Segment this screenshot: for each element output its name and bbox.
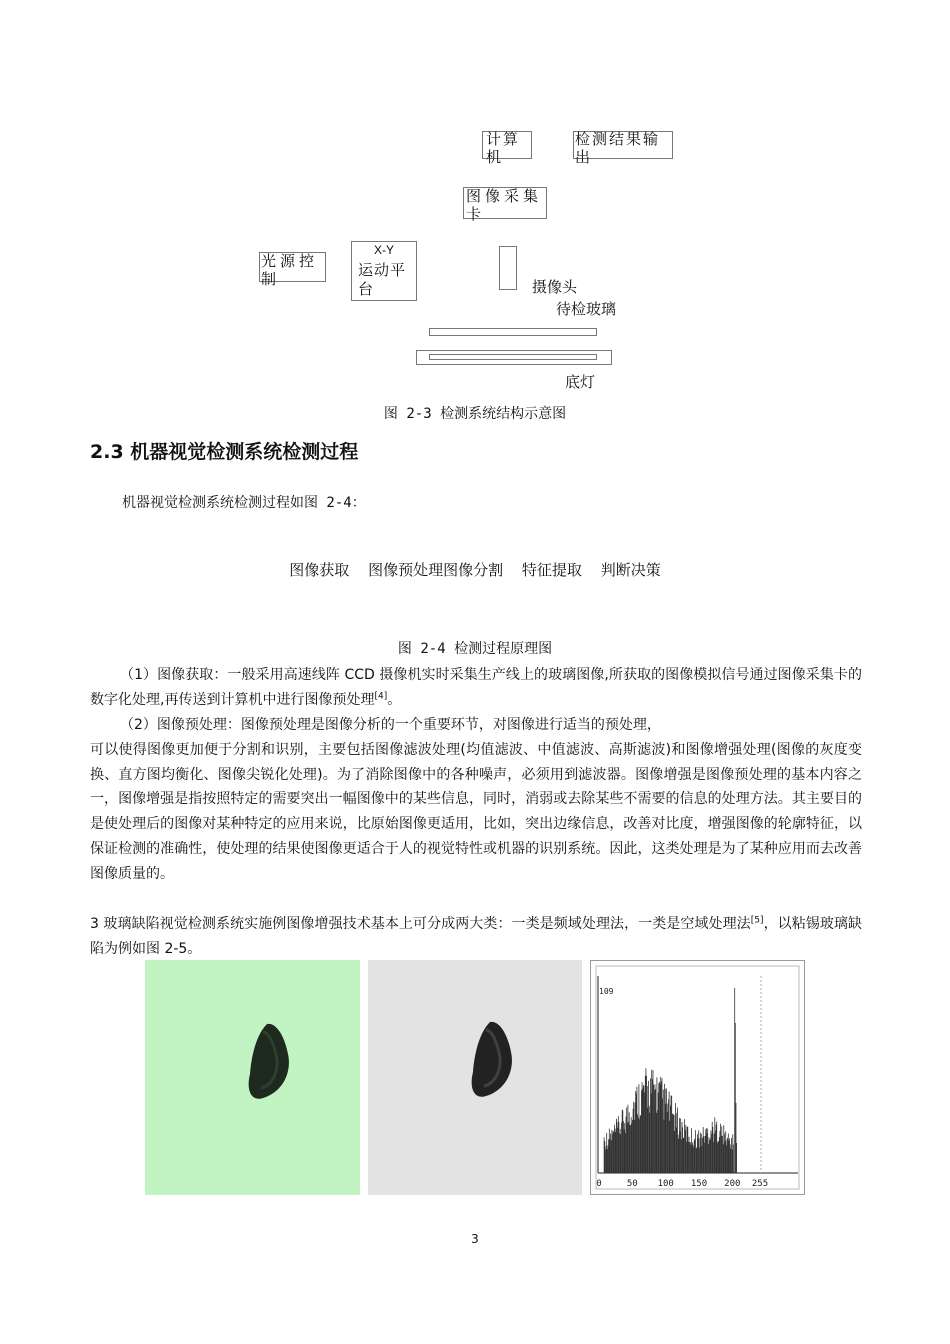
p1-end: 。 <box>387 691 402 708</box>
camera-box <box>499 246 517 290</box>
p3-end: ，以粘锡玻璃缺陷为例如图 2-5。 <box>90 916 863 957</box>
section-intro: 机器视觉检测系统检测过程如图 2-4： <box>122 495 366 511</box>
p3-reference: [5] <box>750 915 764 926</box>
p1-reference: [4] <box>374 691 388 702</box>
camera-label: 摄像头 <box>532 278 578 296</box>
defect-image-color <box>145 960 360 1195</box>
section-heading: 2.3 机器视觉检测系统检测过程 <box>90 441 359 463</box>
figure-2-4-caption: 图 2-4 检测过程原理图 <box>397 641 553 657</box>
glass-plate <box>429 328 597 336</box>
defect-image-color-svg <box>145 960 360 1195</box>
light-control-label: 光源控制 <box>261 252 319 288</box>
paragraph-preprocessing: 可以使得图像更加便于分割和识别，主要包括图像滤波处理(均值滤波、中值滤波、高斯滤波)和图像增强处理(图像的灰度变换、直方图均衡化、图像尖锐化处理)。为了消除图像中的各种噪声，必须用到滤波器。图像增强是图像预处理的基本内容之一，图像增强是指按照特定的需要突出一幅图像中的某些信息，同时，消弱或去除某些不需要的信息的处理方法。其主要目的是使处理后的图像对某种特定的应用来说，比原始图像更适用，比如，突出边缘信息，改善对比度，增强图像的轮廓特征，以保证检测的准确性，使处理的结果使图像更适合于人的视觉特性或机器的识别系统。因此，这类处理是为了某种应用而去改善图像质量的。 <box>90 742 862 882</box>
bottom-light-label: 底灯 <box>565 373 596 391</box>
bottom-light-inner <box>429 354 597 360</box>
paragraph-enhancement <box>90 912 862 961</box>
capture-card-label: 图像采集卡 <box>466 187 543 223</box>
defect-image-gray <box>368 960 582 1195</box>
page-number: 3 <box>471 1232 479 1246</box>
computer-label: 计算机 <box>486 130 521 166</box>
xy-platform-label: 运动平台 <box>358 261 407 298</box>
flow-step-3: 特征提取 <box>521 561 582 579</box>
histogram-tick-label: 50 <box>626 1179 638 1189</box>
paragraph-image-acquisition <box>90 663 862 712</box>
flow-step-2: 图像预处理图像分割 <box>368 561 504 579</box>
p3-text: 3 玻璃缺陷视觉检测系统实施例图像增强技术基本上可分成两大类：一类是频域处理法，一类是空域处理法 <box>90 916 751 932</box>
histogram-ymax: 109 <box>599 987 614 996</box>
histogram-tick-label: 0 <box>596 1179 602 1189</box>
process-flow <box>0 559 950 580</box>
flow-step-1: 图像获取 <box>289 561 350 579</box>
flow-step-4: 判断决策 <box>600 561 661 579</box>
xy-platform-title: X-Y <box>373 243 394 257</box>
histogram-tick-label: 255 <box>751 1179 769 1189</box>
paragraph-preprocessing-first-line: （2）图像预处理：图像预处理是图像分析的一个重要环节，对图像进行适当的预处理， <box>120 717 661 733</box>
histogram-tick-label: 100 <box>657 1179 674 1189</box>
histogram-tick-label: 150 <box>690 1179 708 1189</box>
defect-image-gray-svg <box>368 960 582 1195</box>
glass-label: 待检玻璃 <box>556 300 617 318</box>
output-label: 检测结果输出 <box>575 130 661 166</box>
histogram-tick-label: 200 <box>724 1179 741 1189</box>
figure-2-3-caption: 图 2-3 检测系统结构示意图 <box>383 406 567 422</box>
histogram-svg <box>590 960 805 1195</box>
histogram-panel <box>590 960 805 1195</box>
p1-text: （1）图像获取：一般采用高速线阵 CCD 摄像机实时采集生产线上的玻璃图像,所获取的图像模拟信号通过图像采集卡的数字化处理,再传送到计算机中进行图像预处理 <box>90 667 862 708</box>
